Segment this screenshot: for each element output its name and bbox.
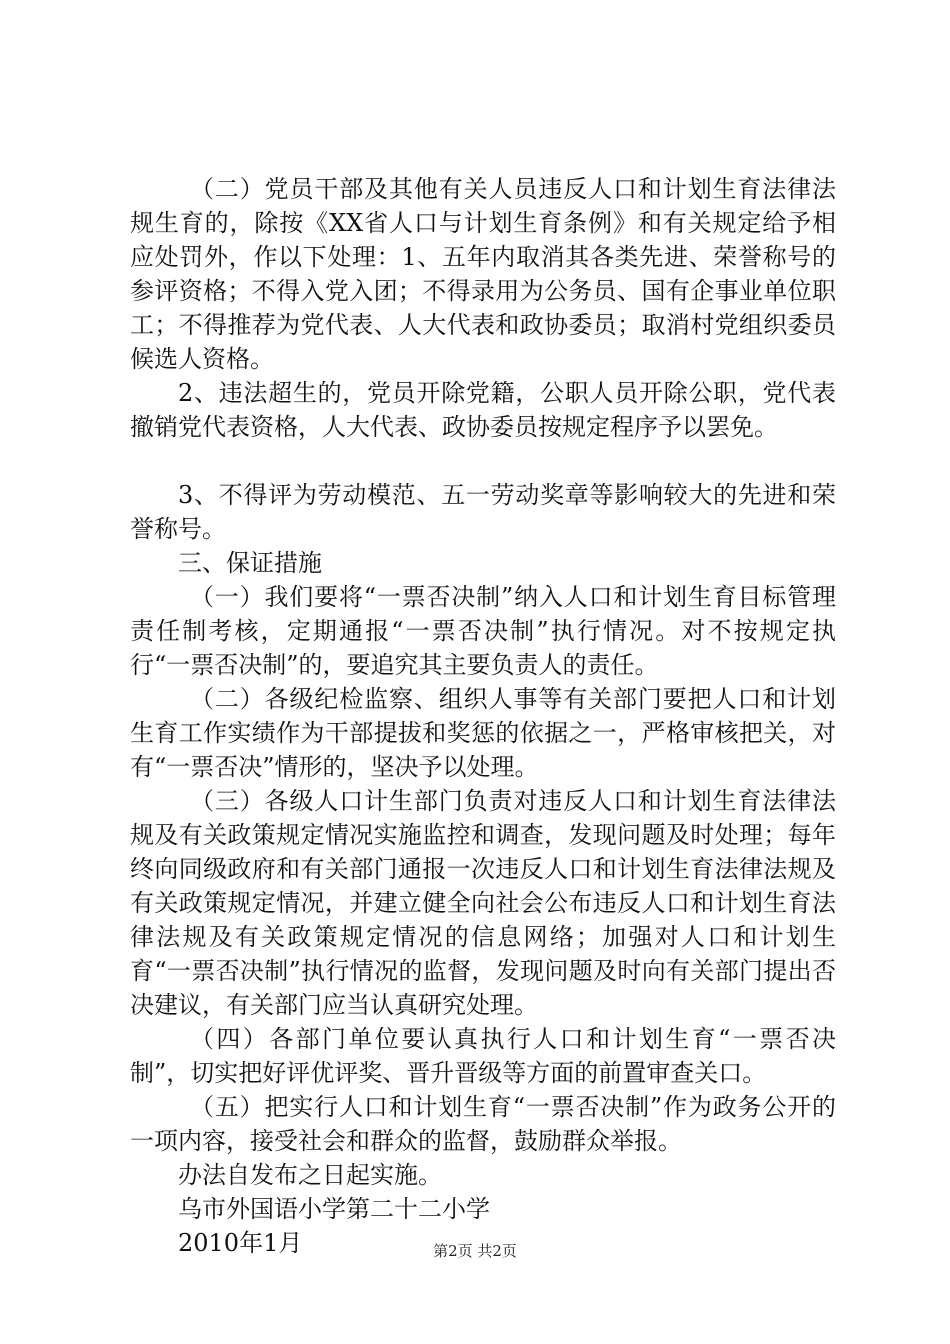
paragraph-measure-1: （一）我们要将“一票否决制”纳入人口和计划生育目标管理责任制考核，定期通报“一票否决制”执行情况。对不按规定执行“一票否决制”的，要追究其主要负责人的责任。 <box>130 583 836 679</box>
section-heading-guarantee-measures: 三、保证措施 <box>178 549 322 577</box>
paragraph-party-cadre-penalties: （二）党员干部及其他有关人员违反人口和计划生育法律法规生育的，除按《XX省人口与计划生育条例》和有关规定给予相应处罚外，作以下处理：1、五年内取消其各类先进、荣誉称号的参评资格；不得入党入团；不得录用为公务员、国有企事业单位职工；不得推荐为党代表、人大代表和政协委员；取消村党组织委员候选人资格。 <box>130 175 836 373</box>
paragraph-honor-restriction: 3、不得评为劳动模范、五一劳动奖章等影响较大的先进和荣誉称号。 <box>130 481 836 543</box>
paragraph-measure-3: （三）各级人口计生部门负责对违反人口和计划生育法律法规及有关政策规定情况实施监控和调查，发现问题及时处理；每年终向同级政府和有关部门通报一次违反人口和计划生育法律法规及有关政策规定情况，并建立健全向社会公布违反人口和计划生育法律法规及有关政策规定情况的信息网络；加强对人口和计划生育“一票否决制”执行情况的监督，发现问题及时向有关部门提出否决建议，有关部门应当认真研究处理。 <box>130 787 836 1019</box>
paragraph-measure-4: （四）各部门单位要认真执行人口和计划生育“一票否决制”，切实把好评优评奖、晋升晋级等方面的前置审查关口。 <box>130 1025 836 1087</box>
signature-date: 2010年1月 <box>178 1229 303 1257</box>
signature-organization: 乌市外国语小学第二十二小学 <box>178 1195 490 1223</box>
paragraph-measure-2: （二）各级纪检监察、组织人事等有关部门要把人口和计划生育工作实绩作为干部提拔和奖惩的依据之一，严格审核把关，对有“一票否决”情形的，坚决予以处理。 <box>130 685 836 781</box>
paragraph-measure-5: （五）把实行人口和计划生育“一票否决制”作为政务公开的一项内容，接受社会和群众的监督，鼓励群众举报。 <box>130 1093 836 1155</box>
paragraph-effective-date: 办法自发布之日起实施。 <box>178 1161 442 1189</box>
page-number-footer: 第2页 共2页 <box>433 1242 517 1260</box>
blank-line <box>130 444 836 478</box>
document-body <box>130 172 836 1260</box>
paragraph-illegal-birth-penalties: 2、违法超生的，党员开除党籍，公职人员开除公职，党代表撤销党代表资格，人大代表、政协委员按规定程序予以罢免。 <box>130 379 836 441</box>
